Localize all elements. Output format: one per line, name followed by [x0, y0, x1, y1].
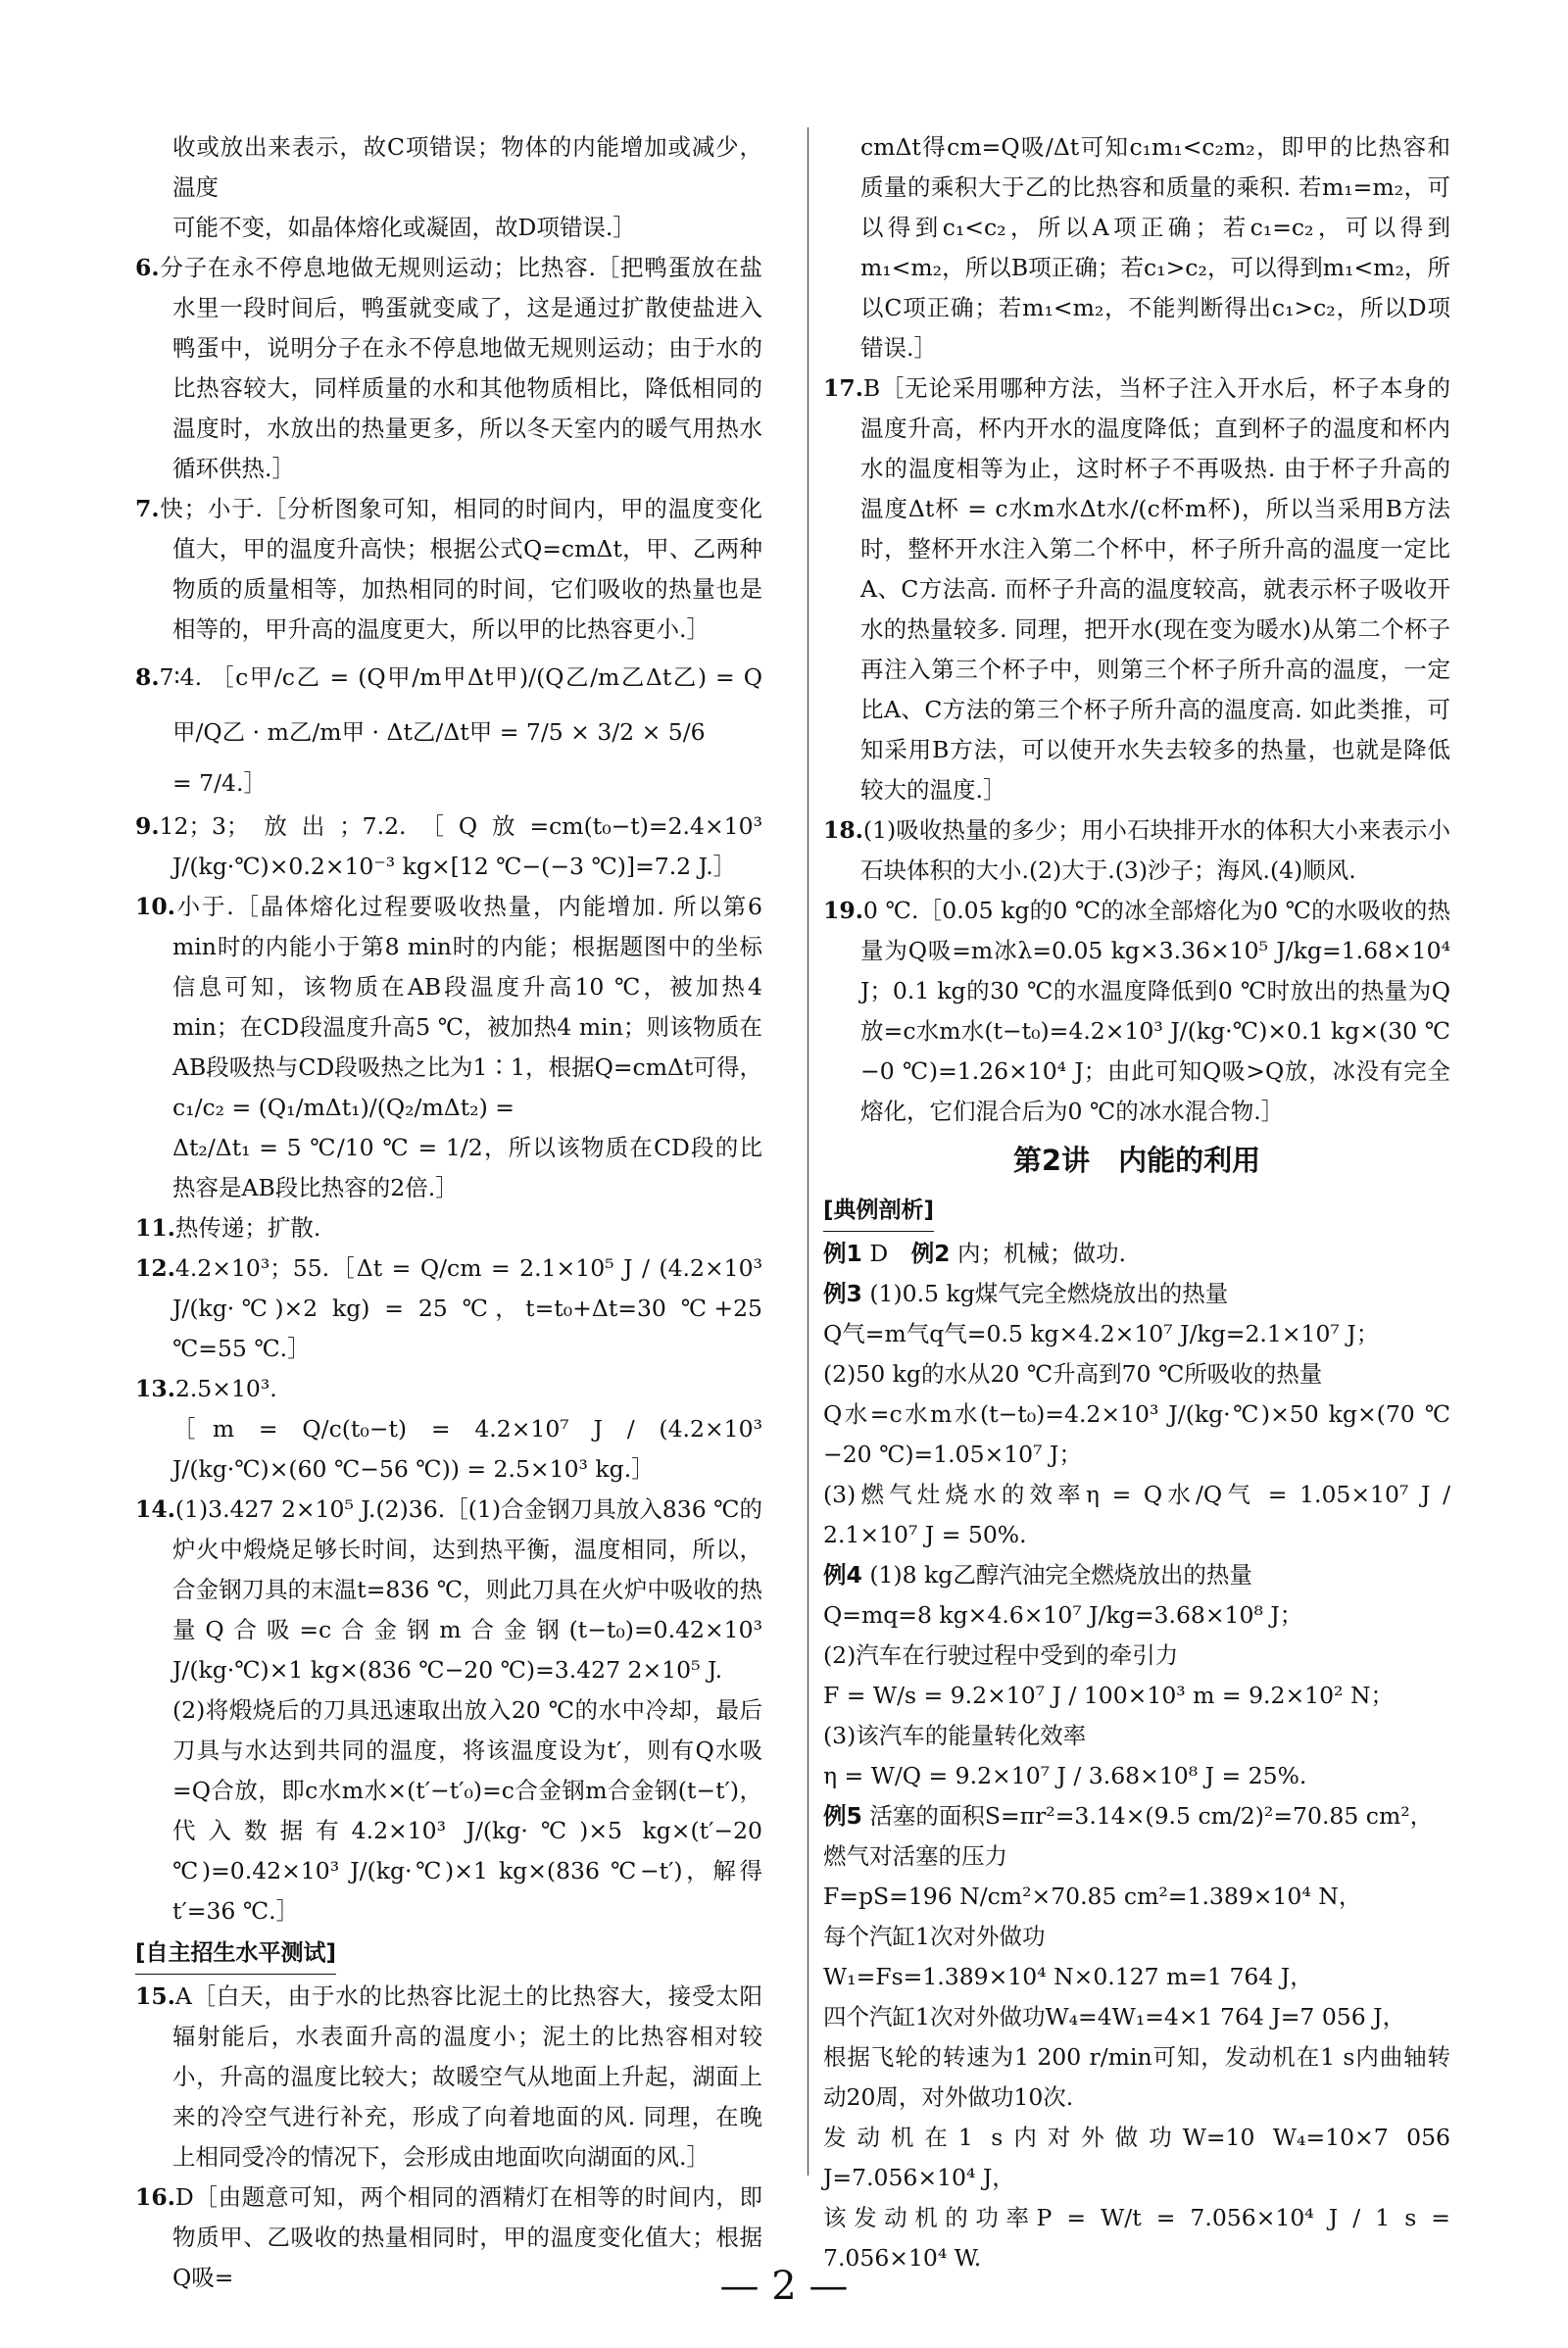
- answer-10-cont: Δt₂/Δt₁ = 5 ℃/10 ℃ = 1/2，所以该物质在CD段的比热容是AB段比热容的2倍.］: [172, 1134, 762, 1201]
- answer-17: 17.B［无论采用哪种方法，当杯子注入开水后，杯子本身的温度升高，杯内开水的温度降低；直到杯子的温度和杯内水的温度相等为止，这时杯子不再吸热. 由于杯子升高的温度Δt杯 = c水m水Δt水/(c杯m杯)，所以当采用B方法时，整杯开水注入第二个杯中，杯子所升高的温度一定比A、C方法高. 而杯子升高的温度较高，就表示杯子吸收开水的热量较多. 同理，把开水(现在变为暖水)从第二个杯子再注入第三个杯子中，则第三个杯子所升高的温度，一定比A、C方法的第三个杯子所升高的温度高. 如此类推，可知采用B方法，可以使开水失去较多的热量，也就是降低较大的温度.］: [823, 374, 1450, 804]
- answer-10: 10.小于.［晶体熔化过程要吸收热量，内能增加. 所以第6 min时的内能小于第8 min时的内能；根据题图中的坐标信息可知，该物质在AB段温度升高10 ℃，被加热4 min；在CD段温度升高5 ℃，被加热4 min；则该物质在AB段吸热与CD段吸热之比为1∶1，根据Q=cmΔt可得，c₁/c₂ = (Q₁/mΔt₁)/(Q₂/mΔt₂) =: [135, 893, 762, 1121]
- example-3-line: (2)50 kg的水从20 ℃升高到70 ℃所吸收的热量: [823, 1360, 1323, 1388]
- left-column: [135, 127, 762, 2298]
- answer-16: 16.D［由题意可知，两个相同的酒精灯在相等的时间内，即物质甲、乙吸收的热量相同时，甲的温度变化值大；根据Q吸=: [135, 2183, 762, 2291]
- example-4-line: F = W/s = 9.2×10⁷ J / 100×10³ m = 9.2×10² N；: [823, 1682, 1395, 1709]
- answer-14: 14.(1)3.427 2×10⁵ J.(2)36.［(1)合金钢刀具放入836 ℃的炉火中煅烧足够长时间，达到热平衡，温度相同，所以，合金钢刀具的末温t=836 ℃，则此刀具在火炉中吸收的热量Q合吸=c合金钢m合金钢(t−t₀)=0.42×10³ J/(kg·℃)×1 kg×(836 ℃−20 ℃)=3.427 2×10⁵ J.: [135, 1495, 762, 1684]
- right-column: [823, 127, 1450, 2278]
- example-3: 例3 (1)0.5 kg煤气完全燃烧放出的热量: [823, 1280, 1229, 1307]
- answer-18: 18.(1)吸收热量的多少；用小石块排开水的体积大小来表示小石块体积的大小.(2)大于.(3)沙子；海风.(4)顺风.: [823, 816, 1450, 884]
- example-5-line: 燃气对活塞的压力: [823, 1842, 1007, 1870]
- page-number: — 2 —: [719, 2264, 849, 2309]
- example-3-line: (3)燃气灶烧水的效率η = Q水/Q气 = 1.05×10⁷ J / 2.1×10⁷ J = 50%.: [823, 1481, 1450, 1548]
- answer-12: 12.4.2×10³；55.［Δt = Q/cm = 2.1×10⁵ J / (4.2×10³ J/(kg·℃)×2 kg) = 25 ℃，t=t₀+Δt=30 ℃+25 ℃=55 ℃.］: [135, 1254, 762, 1362]
- example-5-line: F=pS=196 N/cm²×70.85 cm²=1.389×10⁴ N，: [823, 1883, 1362, 1910]
- answer-15: 15.A［白天，由于水的比热容比泥土的比热容大，接受太阳辐射能后，水表面升高的温度小；泥土的比热容相对较小，升高的温度比较大；故暖空气从地面上升起，湖面上来的冷空气进行补充，形成了向着地面的风. 同理，在晚上相同受冷的情况下，会形成由地面吹向湖面的风.］: [135, 1982, 762, 2171]
- example-1-2: 例1 D 例2 内；机械；做功.: [823, 1240, 1127, 1267]
- example-5-line: 该发动机的功率P = W/t = 7.056×10⁴ J / 1 s = 7.056×10⁴ W.: [823, 2204, 1450, 2272]
- example-4-line: (3)该汽车的能量转化效率: [823, 1722, 1087, 1749]
- example-3-line: Q水=c水m水(t−t₀)=4.2×10³ J/(kg·℃)×50 kg×(70 ℃−20 ℃)=1.05×10⁷ J；: [823, 1400, 1450, 1468]
- answer-13-calc: ［m = Q/c(t₀−t) = 4.2×10⁷ J / (4.2×10³ J/(kg·℃)×(60 ℃−56 ℃)) = 2.5×10³ kg.］: [172, 1415, 762, 1483]
- example-5-line: 每个汽缸1次对外做功: [823, 1923, 1046, 1950]
- answer-19: 19.0 ℃.［0.05 kg的0 ℃的冰全部熔化为0 ℃的水吸收的热量为Q吸=m冰λ=0.05 kg×3.36×10⁵ J/kg=1.68×10⁴ J；0.1 kg的30 ℃的水温度降低到0 ℃时放出的热量为Q放=c水m水(t−t₀)=4.2×10³ J/(kg·℃)×0.1 kg×(30 ℃−0 ℃)=1.26×10⁴ J；由此可知Q吸>Q放，冰没有完全熔化，它们混合后为0 ℃的冰水混合物.］: [823, 897, 1450, 1125]
- example-5: 例5 活塞的面积S=πr²=3.14×(9.5 cm/2)²=70.85 cm²，: [823, 1802, 1434, 1830]
- example-5-line: W₁=Fs=1.389×10⁴ N×0.127 m=1 764 J，: [823, 1963, 1313, 1990]
- example-4-line: η = W/Q = 9.2×10⁷ J / 3.68×10⁸ J = 25%.: [823, 1762, 1307, 1789]
- answer-6: 6.分子在永不停息地做无规则运动；比热容.［把鸭蛋放在盐水里一段时间后，鸭蛋就变咸了，这是通过扩散使盐进入鸭蛋中，说明分子在永不停息地做无规则运动；由于水的比热容较大，同样质量的水和其他物质相比，降低相同的温度时，水放出的热量更多，所以冬天室内的暖气用热水循环供热.］: [135, 254, 762, 482]
- example-4: 例4 (1)8 kg乙醇汽油完全燃烧放出的热量: [823, 1561, 1252, 1589]
- answer-14-part2: (2)将煅烧后的刀具迅速取出放入20 ℃的水中冷却，最后刀具与水达到共同的温度，将该温度设为t′，则有Q水吸=Q合放，即c水m水×(t′−t′₀)=c合金钢m合金钢(t−t′)，代入数据有4.2×10³ J/(kg·℃)×5 kg×(t′−20 ℃)=0.42×10³ J/(kg·℃)×1 kg×(836 ℃−t′)，解得t′=36 ℃.］: [172, 1696, 762, 1925]
- example-4-line: Q=mq=8 kg×4.6×10⁷ J/kg=3.68×10⁸ J；: [823, 1601, 1303, 1629]
- example-5-line: 发动机在1 s内对外做功W=10 W₄=10×7 056 J=7.056×10⁴ J，: [823, 2124, 1450, 2191]
- answer-11: 11.热传递；扩散.: [135, 1214, 321, 1242]
- example-4-line: (2)汽车在行驶过程中受到的牵引力: [823, 1641, 1179, 1669]
- answer-13: 13.2.5×10³.: [135, 1375, 277, 1402]
- answer-7: 7.快；小于.［分析图象可知，相同的时间内，甲的温度变化值大，甲的温度升高快；根据公式Q=cmΔt，甲、乙两种物质的质量相等，加热相同的时间，它们吸收的热量也是相等的，甲升高的温度更大，所以甲的比热容更小.］: [135, 495, 762, 643]
- lesson-title: 第2讲 内能的利用: [1012, 1144, 1261, 1177]
- example-5-line: 四个汽缸1次对外做功W₄=4W₁=4×1 764 J=7 056 J，: [823, 2003, 1406, 2030]
- answer-8: 8.7∶4. ［c甲/c乙 = (Q甲/m甲Δt甲)/(Q乙/m乙Δt乙) = Q甲/Q乙 · m乙/m甲 · Δt乙/Δt甲 = 7/5 × 3/2 × 5/6: [135, 663, 762, 746]
- example-3-line: Q气=m气q气=0.5 kg×4.2×10⁷ J/kg=2.1×10⁷ J；: [823, 1320, 1380, 1347]
- example-subhead: [典例剖析]: [823, 1189, 1450, 1234]
- example-5-line: 根据飞轮的转速为1 200 r/min可知，发动机在1 s内曲轴转动20周，对外做功10次.: [823, 2043, 1450, 2111]
- section-subhead: [自主招生水平测试]: [135, 1932, 762, 1977]
- continuation-text: 收或放出来表示，故C项错误；物体的内能增加或减少，温度 可能不变，如晶体熔化或凝固，故D项错误.］: [172, 133, 762, 241]
- answer-9: 9.12；3；放出；7.2.［Q放=cm(t₀−t)=2.4×10³ J/(kg·℃)×0.2×10⁻³ kg×[12 ℃−(−3 ℃)]=7.2 J.］: [135, 812, 762, 880]
- answer-8-result: = 7/4.］: [172, 769, 267, 797]
- answer-16-cont: cmΔt得cm=Q吸/Δt可知c₁m₁<c₂m₂，即甲的比热容和质量的乘积大于乙的比热容和质量的乘积. 若m₁=m₂，可以得到c₁<c₂，所以A项正确；若c₁=c₂，可以得到m₁<m₂，所以B项正确；若c₁>c₂，可以得到m₁<m₂，所以C项正确；若m₁<m₂，不能判断得出c₁>c₂，所以D项错误.］: [860, 133, 1450, 362]
